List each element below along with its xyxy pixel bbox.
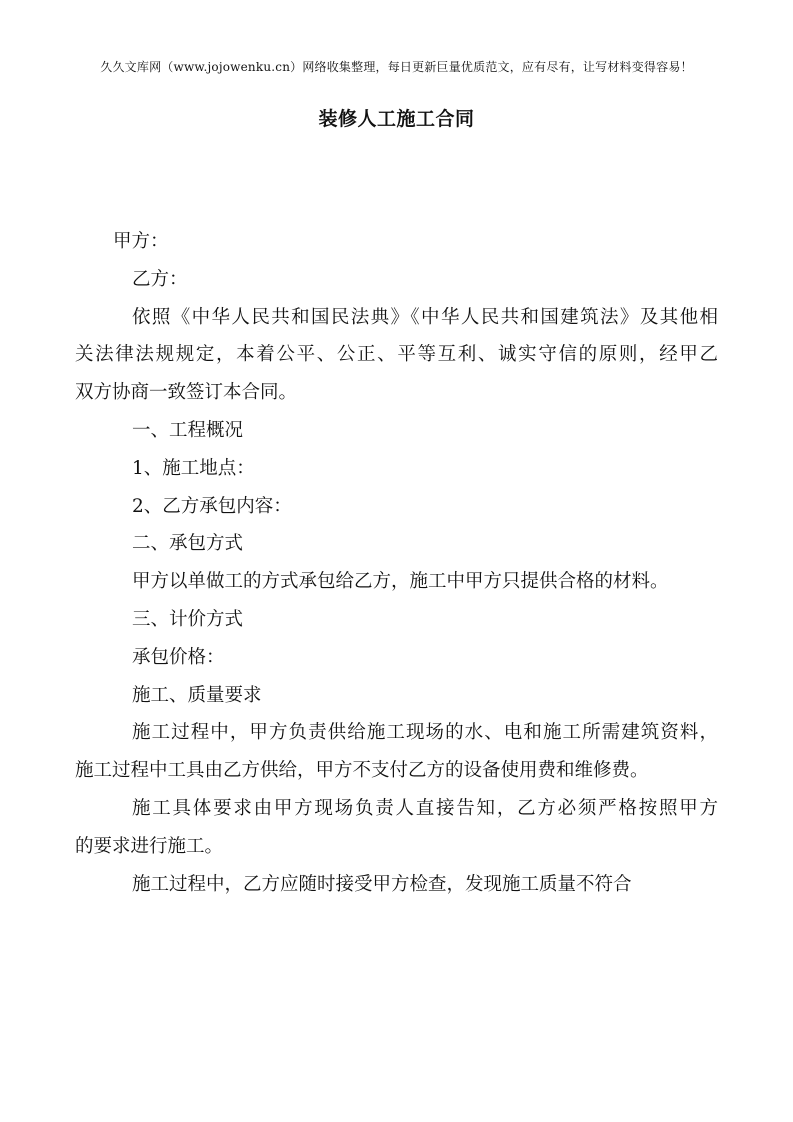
document-title: 装修人工施工合同 <box>318 108 475 130</box>
header-note: 久久文库网（www.jojowenku.cn）网络收集整理，每日更新巨量优质范文，应有尽有，让写材料变得容易！ <box>100 60 693 74</box>
paragraph-line: 双方协商一致签订本合同。 <box>75 382 298 404</box>
section-heading: 二、承包方式 <box>132 533 244 555</box>
section-heading: 一、工程概况 <box>132 419 244 441</box>
paragraph-line: 依照《中华人民共和国民法典》《中华人民共和国建筑法》及其他相 <box>132 306 718 328</box>
paragraph-line: 的要求进行施工。 <box>75 835 224 857</box>
document-body <box>75 223 718 903</box>
party-a-line: 甲方： <box>113 231 169 252</box>
paragraph-line: 关法律法规规定，本着公平、公正、平等互利、诚实守信的原则，经甲乙 <box>75 344 718 366</box>
paragraph-line: 施工具体要求由甲方现场负责人直接告知，乙方必须严格按照甲方 <box>132 797 718 819</box>
list-item: 2、乙方承包内容： <box>132 495 292 517</box>
paragraph-line: 施工过程中，乙方应随时接受甲方检查，发现施工质量不符合 <box>132 873 632 895</box>
paragraph-line: 施工过程中工具由乙方供给，甲方不支付乙方的设备使用费和维修费。 <box>75 760 649 782</box>
list-item: 1、施工地点： <box>132 457 255 479</box>
section-heading: 三、计价方式 <box>132 608 244 630</box>
paragraph-line: 承包价格： <box>132 646 225 668</box>
paragraph-line: 甲方以单做工的方式承包给乙方，施工中甲方只提供合格的材料。 <box>132 571 669 593</box>
party-b-line: 乙方： <box>132 268 188 290</box>
section-heading: 施工、质量要求 <box>132 684 262 706</box>
paragraph-line: 施工过程中，甲方负责供给施工现场的水、电和施工所需建筑资料， <box>132 722 718 744</box>
